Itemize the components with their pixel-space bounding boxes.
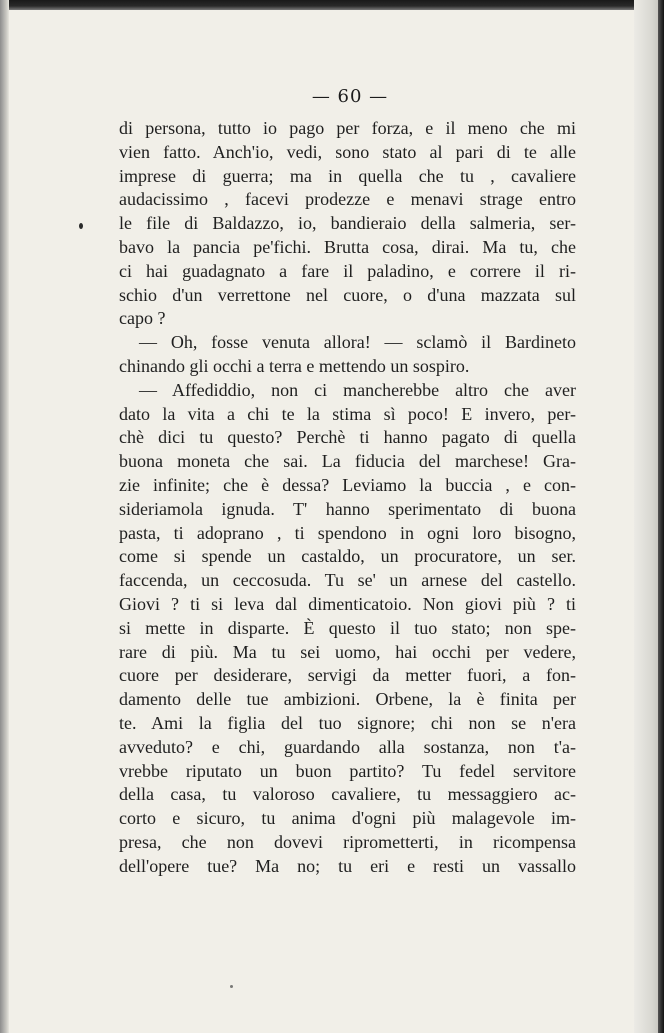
text-line: chinando gli occhi a terra e mettendo un sospiro. [119,355,470,376]
text-line: te. Ami la figlia del tuo signore; chi non se n'era [119,712,576,733]
text-line: vrebbe riputato un buon partito? Tu fedel servitore [119,760,576,781]
text-line: capo ? [119,308,166,329]
body-text [119,117,576,879]
page-binding-edge [658,0,664,1033]
text-line: cuore per desiderare, servigi da metter fuori, a fon- [119,665,576,686]
text-line: pasta, ti adoprano , ti spendono in ogni loro bisogno, [119,522,576,543]
text-line: di persona, tutto io pago per forza, e il meno che mi [119,118,576,138]
text-line: della casa, tu valoroso cavaliere, tu messaggiero ac- [119,784,576,805]
text-line: schio d'un verrettone nel cuore, o d'una mazzata sul [119,284,576,305]
text-line: avveduto? e chi, guardando alla sostanza, non t'a- [119,736,576,757]
text-line: come si spende un castaldo, un procuratore, un ser. [119,546,576,567]
page-left-edge [0,0,9,1033]
ink-speck [230,985,233,988]
text-line: bavo la pancia pe'fichi. Brutta cosa, dirai. Ma tu, che [119,236,576,257]
ink-speck [79,223,83,229]
text-line: audacissimo , facevi prodezze e menavi strage entro [119,189,576,210]
text-line: sideriamola ignuda. T' hanno sperimentato di buona [119,498,576,519]
text-line: — Oh, fosse venuta allora! — sclamò il Bardineto [139,332,576,353]
text-line: Giovi ? ti si leva dal dimenticatoio. Non giovi più ? ti [119,593,576,614]
text-line: — Affediddio, non ci mancherebbe altro che aver [139,379,576,400]
text-line: faccenda, un ceccosuda. Tu se' un arnese del castello. [119,570,576,591]
text-line: zie infinite; che è dessa? Leviamo la buccia , e con- [119,474,576,495]
text-line: presa, che non dovevi riprometterti, in ricompensa [119,831,576,852]
text-line: imprese di guerra; ma in quella che tu , cavaliere [119,165,576,186]
page-number: — 60 — [311,86,389,107]
text-line: si mette in disparte. È questo il tuo stato; non spe- [119,617,576,638]
page-top-edge [0,0,664,10]
text-line: rare di più. Ma tu sei uomo, hai occhi per vedere, [119,641,576,662]
text-line: dato la vita a chi te la stima sì poco! E invero, per- [119,403,576,424]
text-line: le file di Baldazzo, io, bandieraio della salmeria, ser- [119,213,576,234]
text-line: chè dici tu questo? Perchè ti hanno pagato di quella [119,427,576,448]
text-line: buona moneta che sai. La fiducia del marchese! Gra- [119,451,576,472]
text-line: vien fatto. Anch'io, vedi, sono stato al pari di te alle [119,141,576,162]
text-line: ci hai guadagnato a fare il paladino, e correre il ri- [119,260,576,281]
text-line: corto e sicuro, tu anima d'ogni più malagevole im- [119,808,576,829]
text-line: dell'opere tue? Ma no; tu eri e resti un vassallo [119,855,576,876]
text-line: damento delle tue ambizioni. Orbene, la è finita per [119,689,576,710]
